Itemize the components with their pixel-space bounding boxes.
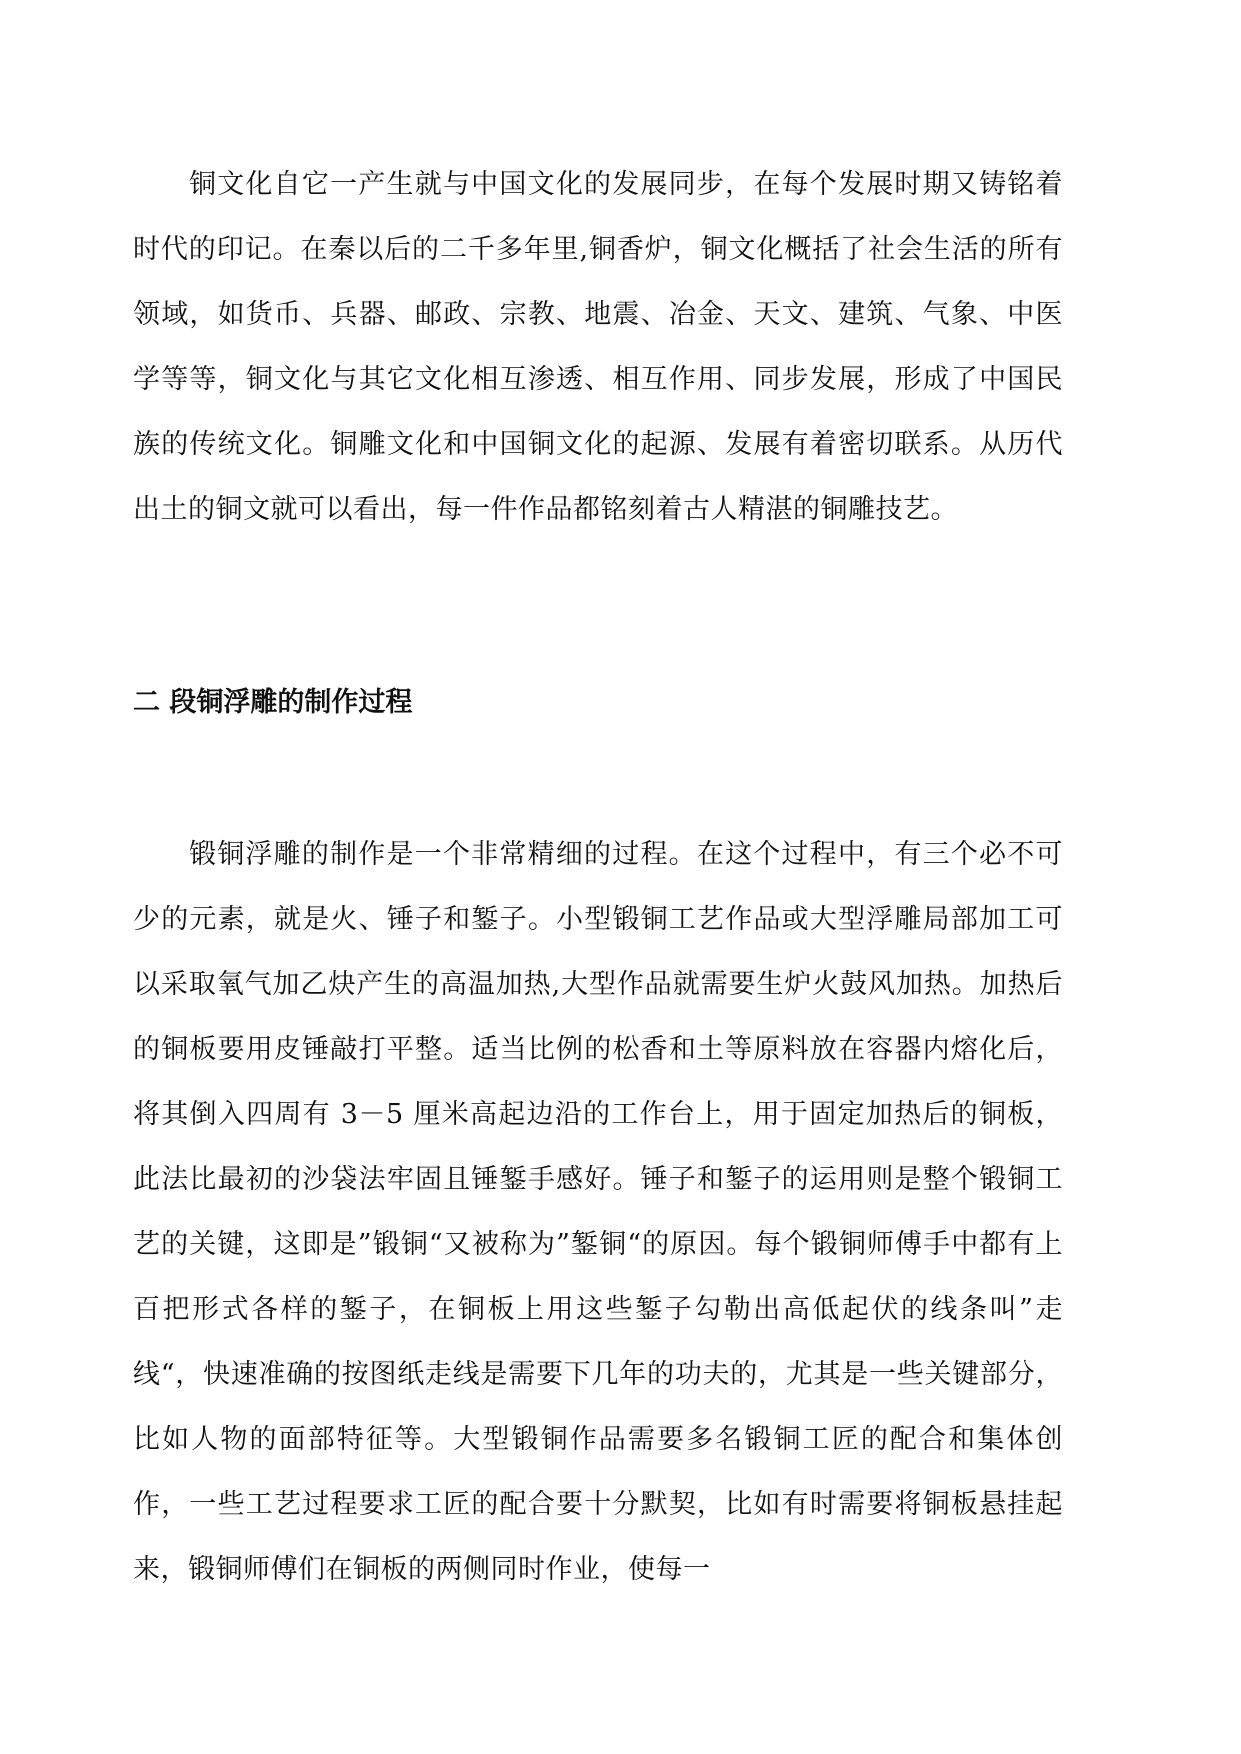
intro-paragraph: 铜文化自它一产生就与中国文化的发展同步，在每个发展时期又铸铭着时代的印记。在秦以后的二千多年里,铜香炉，铜文化概括了社会生活的所有领域，如货币、兵器、邮政、宗教、地震、冶金、天文、建筑、气象、中医学等等，铜文化与其它文化相互渗透、相互作用、同步发展，形成了中国民族的传统文化。铜雕文化和中国铜文化的起源、发展有着密切联系。从历代出土的铜文就可以看出，每一件作品都铭刻着古人精湛的铜雕技艺。: [133, 169, 1063, 525]
section-heading: 二 段铜浮雕的制作过程: [133, 687, 413, 718]
process-paragraph: 锻铜浮雕的制作是一个非常精细的过程。在这个过程中，有三个必不可少的元素，就是火、锤子和錾子。小型锻铜工艺作品或大型浮雕局部加工可以采取氧气加乙炔产生的高温加热,大型作品就需要生炉火鼓风加热。加热后的铜板要用皮锤敲打平整。适当比例的松香和土等原料放在容器内熔化后，将其倒入四周有 3－5 厘米高起边沿的工作台上，用于固定加热后的铜板，此法比最初的沙袋法牢固且锤錾手感好。锤子和錾子的运用则是整个锻铜工艺的关键，这即是”锻铜“又被称为”錾铜“的原因。每个锻铜师傅手中都有上百把形式各样的錾子，在铜板上用这些錾子勾勒出高低起伏的线条叫”走线“，快速准确的按图纸走线是需要下几年的功夫的，尤其是一些关键部分，比如人物的面部特征等。大型锻铜作品需要多名锻铜工匠的配合和集体创作，一些工艺过程要求工匠的配合要十分默契，比如有时需要将铜板悬挂起来，锻铜师傅们在铜板的两侧同时作业，使每一: [133, 839, 1063, 1585]
